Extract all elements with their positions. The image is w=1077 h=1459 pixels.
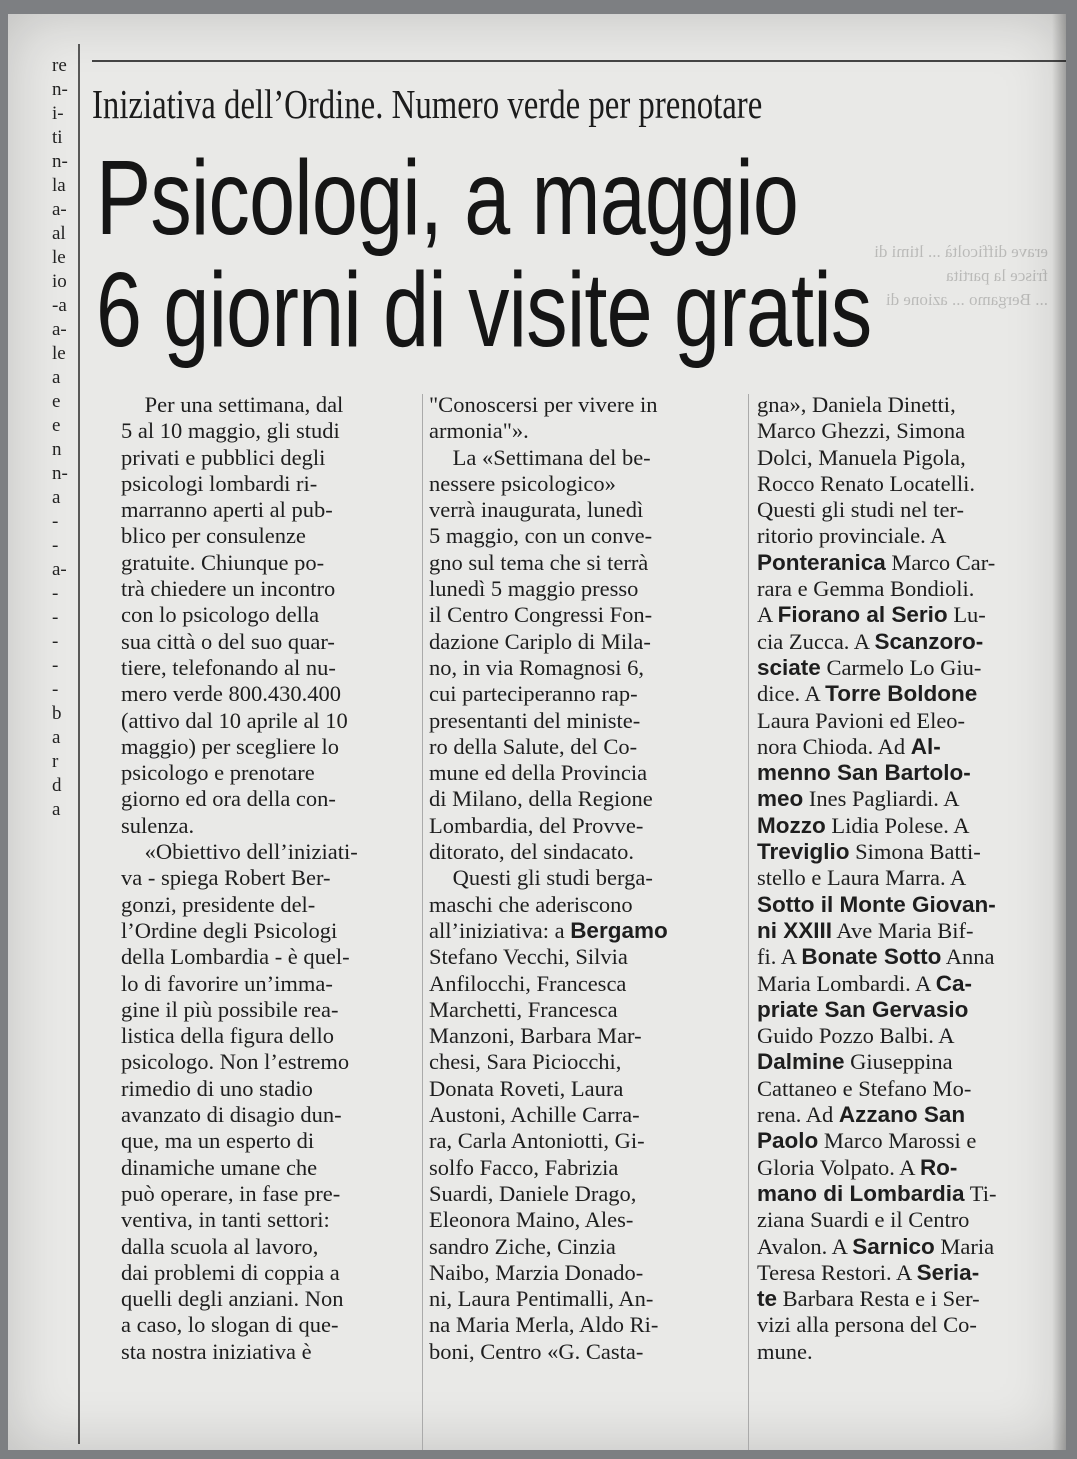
text-line: va - spiega Robert Ber- [121, 865, 331, 891]
text-line: dazione Cariplo di Mila- [429, 628, 651, 654]
text-line: ritorio provinciale. A [757, 523, 947, 549]
text-line: gratuite. Chiunque po- [121, 549, 325, 575]
text-line: ro della Salute, del Co- [429, 733, 638, 759]
headline-line-2: 6 giorni di visite gratis [96, 251, 872, 369]
text-line: blico per consulenze [121, 523, 306, 549]
text-line: Anfilocchi, Francesca [429, 970, 627, 996]
text-line: Ponteranica Marco Car- [757, 549, 996, 575]
margin-fragment: la [52, 175, 66, 196]
page-edge-shadow [1052, 14, 1066, 1450]
text-line: ditorato, del sindacato. [429, 839, 634, 865]
text-line: mero verde 800.430.400 [121, 681, 341, 707]
text-line: 5 al 10 maggio, gli studi [121, 418, 340, 444]
text-line: con lo psicologo della [121, 602, 320, 628]
article-column-2 [429, 392, 734, 1365]
text-line: psicologi lombardi ri- [121, 470, 318, 496]
text-line: Marco Ghezzi, Simona [757, 418, 966, 444]
text-line: marranno aperti al pub- [121, 497, 333, 523]
text-line: Austoni, Achille Carra- [429, 1102, 640, 1128]
text-line: Stefano Vecchi, Silvia [429, 944, 628, 970]
text-line: nessere psicologico» [429, 470, 616, 496]
text-line: La «Settimana del be- [452, 444, 651, 470]
margin-fragment: - [52, 655, 59, 676]
margin-fragment: i- [52, 103, 64, 124]
margin-fragment: - [52, 679, 59, 700]
text-line: fi. A Bonate Sotto Anna [757, 944, 995, 970]
text-line: nora Chioda. Ad Al- [757, 733, 941, 759]
text-line: boni, Centro «G. Casta- [429, 1338, 644, 1364]
text-line: di Milano, della Regione [429, 786, 653, 812]
text-line: ra, Carla Antoniotti, Gi- [429, 1128, 645, 1154]
text-line: stello e Laura Marra. A [757, 865, 967, 891]
text-line: il Centro Congressi Fon- [429, 602, 653, 628]
text-line: listica della figura dello [121, 1023, 335, 1049]
margin-fragment: al [52, 223, 66, 244]
text-line: Questi gli studi berga- [452, 865, 653, 891]
text-line: rimedio di uno stadio [121, 1075, 313, 1101]
text-line: armonia"». [429, 418, 529, 444]
column-separator [422, 394, 423, 1450]
column-cut-rule [78, 44, 80, 1444]
margin-fragment: - [52, 511, 59, 532]
text-line: Avalon. A Sarnico Maria [757, 1233, 995, 1259]
text-line: mune ed della Provincia [429, 760, 648, 786]
text-line: dice. A Torre Boldone [757, 681, 978, 707]
article-column-1 [121, 392, 421, 1365]
text-line: Manzoni, Barbara Mar- [429, 1023, 642, 1049]
margin-fragment: b [52, 703, 62, 724]
text-line: Questi gli studi nel ter- [757, 497, 965, 523]
text-line: Mozzo Lidia Polese. A [757, 812, 970, 838]
text-line: cia Zucca. A Scanzoro- [757, 628, 984, 654]
text-line: psicologo e prenotare [121, 760, 315, 786]
margin-fragment: le [52, 343, 66, 364]
margin-fragment: a- [52, 319, 67, 340]
text-line: solfo Facco, Fabrizia [429, 1154, 619, 1180]
previous-article-margin [52, 54, 76, 822]
text-line: della Lombardia - è quel- [121, 944, 350, 970]
text-line: sciate Carmelo Lo Giu- [757, 654, 982, 680]
text-line: Lombardia, del Provve- [429, 812, 644, 838]
margin-fragment: - [52, 535, 59, 556]
text-line: Naibo, Marzia Donado- [429, 1259, 644, 1285]
text-line: Maria Lombardi. A Ca- [757, 970, 972, 996]
text-line: gna», Daniela Dinetti, [757, 392, 956, 417]
margin-fragment: n- [52, 151, 68, 172]
text-line: menno San Bartolo- [757, 760, 971, 786]
text-line: l’Ordine degli Psicologi [121, 917, 338, 943]
text-line: chesi, Sara Piciocchi, [429, 1049, 622, 1075]
text-line: tiere, telefonando al nu- [121, 654, 336, 680]
text-line: gno sul tema che si terrà [429, 549, 649, 575]
margin-fragment: - [52, 607, 59, 628]
text-line: vizi alla persona del Co- [757, 1312, 977, 1338]
article-kicker: Iniziativa dell’Ordine. Numero verde per prenotare [92, 81, 763, 127]
text-line: Marchetti, Francesca [429, 996, 618, 1022]
text-line: "Conoscersi per vivere in [429, 392, 658, 417]
text-line: ni XXIII Ave Maria Bif- [757, 917, 974, 943]
margin-fragment: re [52, 55, 67, 76]
text-line: quelli degli anziani. Non [121, 1286, 344, 1312]
margin-fragment: a [52, 367, 61, 388]
text-line: Sotto il Monte Giovan- [757, 891, 996, 917]
text-line: dai problemi di coppia a [121, 1259, 340, 1285]
margin-fragment: - [52, 583, 59, 604]
text-line: ventiva, in tanti settori: [121, 1207, 330, 1233]
text-line: Treviglio Simona Batti- [757, 839, 981, 865]
margin-fragment: e [52, 391, 61, 412]
text-line: maschi che aderiscono [429, 891, 633, 917]
text-line: sandro Ziche, Cinzia [429, 1233, 616, 1259]
margin-fragment: a [52, 799, 61, 820]
text-line: gine il più possibile rea- [121, 996, 339, 1022]
text-line: lo di favorire un’imma- [121, 970, 333, 996]
text-line: Laura Pavioni ed Eleo- [757, 707, 966, 733]
text-line: te Barbara Resta e i Ser- [757, 1286, 980, 1312]
text-line: A Fiorano al Serio Lu- [757, 602, 986, 628]
text-line: Donata Roveti, Laura [429, 1075, 624, 1101]
margin-fragment: a- [52, 559, 67, 580]
margin-fragment: a [52, 487, 61, 508]
text-line: (attivo dal 10 aprile al 10 [121, 707, 348, 733]
text-line: privati e pubblici degli [121, 444, 326, 470]
margin-fragment: a [52, 727, 61, 748]
text-line: sulenza. [121, 812, 195, 838]
text-line: lunedì 5 maggio presso [429, 576, 639, 602]
text-line: Suardi, Daniele Drago, [429, 1180, 637, 1206]
margin-fragment: a- [52, 199, 67, 220]
margin-fragment: le [52, 247, 66, 268]
text-line: na Maria Merla, Aldo Ri- [429, 1312, 659, 1338]
article-headline [96, 139, 1032, 369]
text-line: priate San Gervasio [757, 996, 969, 1022]
text-line: Rocco Renato Locatelli. [757, 470, 976, 496]
headline-line-1: Psicologi, a maggio [96, 139, 799, 257]
text-line: Teresa Restori. A Seria- [757, 1259, 980, 1285]
text-line: no, in via Romagnosi 6, [429, 654, 644, 680]
text-line: 5 maggio, con un conve- [429, 523, 653, 549]
margin-fragment: n- [52, 79, 68, 100]
margin-fragment: e [52, 415, 61, 436]
text-line: que, ma un esperto di [121, 1128, 315, 1154]
article-column-3 [757, 392, 1066, 1365]
text-line: mune. [757, 1338, 813, 1364]
margin-fragment: d [52, 775, 62, 796]
text-line: Gloria Volpato. A Ro- [757, 1154, 958, 1180]
top-rule [92, 60, 1066, 62]
margin-fragment: n- [52, 463, 68, 484]
text-line: rena. Ad Azzano San [757, 1102, 966, 1128]
newspaper-clipping [8, 14, 1066, 1450]
text-line: Paolo Marco Marossi e [757, 1128, 977, 1154]
text-line: ni, Laura Pentimalli, An- [429, 1286, 654, 1312]
text-line: Dalmine Giuseppina [757, 1049, 953, 1075]
text-line: può operare, in fase pre- [121, 1180, 341, 1206]
margin-fragment: -a [52, 295, 67, 316]
text-line: psicologo. Non l’estremo [121, 1049, 350, 1075]
text-line: avanzato di disagio dun- [121, 1102, 342, 1128]
text-line: giorno ed ora della con- [121, 786, 336, 812]
text-line: sta nostra iniziativa è [121, 1338, 312, 1364]
text-line: verrà inaugurata, lunedì [429, 497, 644, 523]
text-line: Per una settimana, dal [144, 392, 344, 417]
text-line: all’iniziativa: a Bergamo [429, 917, 668, 943]
text-line: trà chiedere un incontro [121, 576, 336, 602]
text-line: meo Ines Pagliardi. A [757, 786, 960, 812]
text-line: ziana Suardi e il Centro [757, 1207, 970, 1233]
text-line: Eleonora Maino, Ales- [429, 1207, 634, 1233]
text-line: dinamiche umane che [121, 1154, 318, 1180]
margin-fragment: r [52, 751, 59, 772]
text-line: presentanti del ministe- [429, 707, 641, 733]
text-line: a caso, lo slogan di que- [121, 1312, 339, 1338]
text-line: maggio) per scegliere lo [121, 733, 340, 759]
text-line: gonzi, presidente del- [121, 891, 316, 917]
text-line: «Obiettivo dell’iniziati- [144, 839, 358, 865]
show-through-text: erave difficoltà ... ltimi di frisce la partita ... Bergamo ... azione di [874, 242, 1048, 309]
text-line: sua città o del suo quar- [121, 628, 335, 654]
margin-fragment: - [52, 631, 59, 652]
text-line: dalla scuola al lavoro, [121, 1233, 319, 1259]
column-separator [748, 394, 749, 1450]
text-line: rara e Gemma Bondioli. [757, 576, 975, 602]
text-line: cui parteciperanno rap- [429, 681, 638, 707]
margin-fragment: io [52, 271, 67, 292]
margin-fragment: ti [52, 127, 63, 148]
margin-fragment: n [52, 439, 62, 460]
text-line: Guido Pozzo Balbi. A [757, 1023, 955, 1049]
text-line: mano di Lombardia Ti- [757, 1180, 997, 1206]
text-line: Cattaneo e Stefano Mo- [757, 1075, 972, 1101]
text-line: Dolci, Manuela Pigola, [757, 444, 966, 470]
